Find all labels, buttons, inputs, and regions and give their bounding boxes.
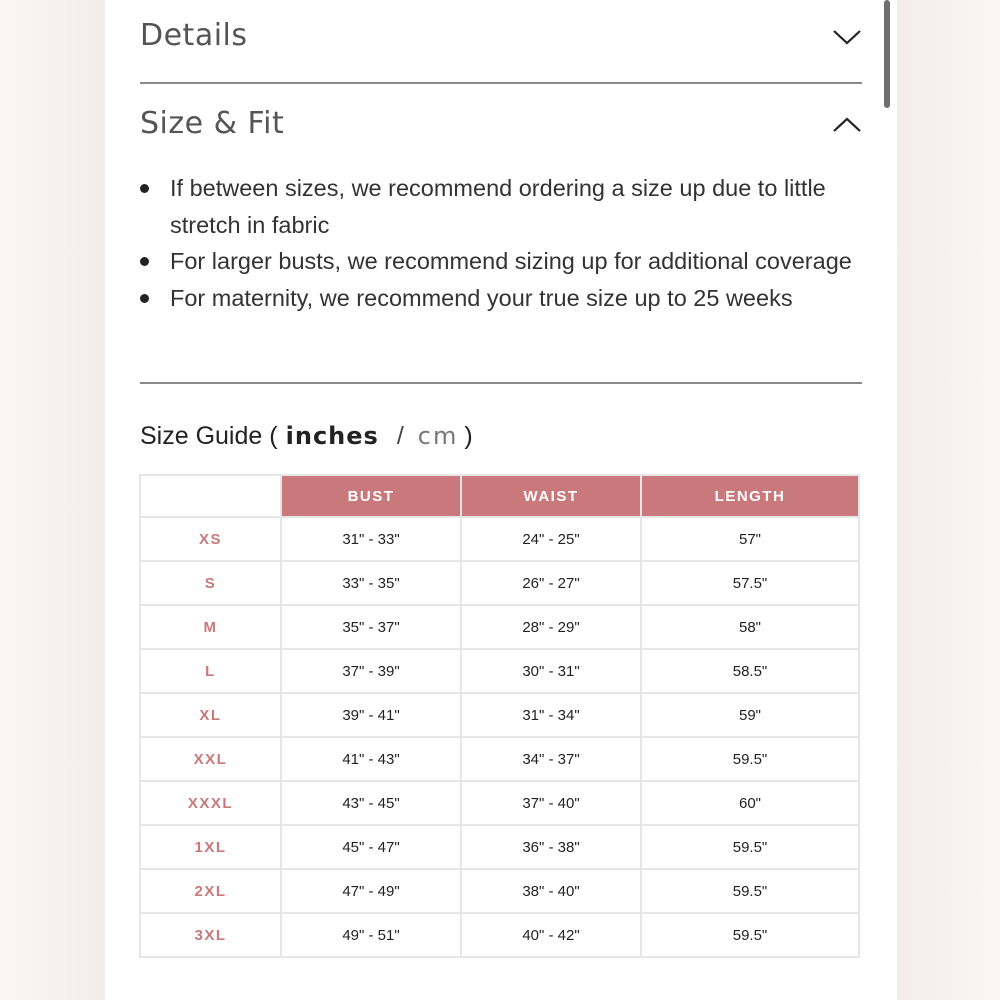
- fit-bullet: For larger busts, we recommend sizing up for additional coverage: [140, 243, 862, 280]
- details-divider: [140, 82, 862, 84]
- unit-toggle-cm[interactable]: cm: [417, 422, 459, 450]
- bust-cell: 35" - 37": [282, 606, 460, 648]
- length-cell: 59": [642, 694, 858, 736]
- size-label: XL: [141, 694, 280, 736]
- page-background-right: [897, 0, 1000, 1000]
- paren-open: (: [269, 422, 278, 450]
- size-label: 1XL: [141, 826, 280, 868]
- column-header-length: LENGTH: [642, 476, 858, 516]
- size-guide-heading: [140, 422, 473, 451]
- size-label: L: [141, 650, 280, 692]
- size-fit-title: Size & Fit: [140, 106, 285, 141]
- unit-toggle-inches[interactable]: inches: [285, 422, 379, 450]
- table-row: [141, 870, 858, 912]
- length-cell: 59.5": [642, 738, 858, 780]
- size-label: S: [141, 562, 280, 604]
- size-label: XXXL: [141, 782, 280, 824]
- waist-cell: 38" - 40": [462, 870, 640, 912]
- waist-cell: 28" - 29": [462, 606, 640, 648]
- waist-cell: 36" - 38": [462, 826, 640, 868]
- bust-cell: 43" - 45": [282, 782, 460, 824]
- size-label: M: [141, 606, 280, 648]
- size-guide-table: [139, 474, 860, 958]
- length-cell: 58.5": [642, 650, 858, 692]
- size-label: 2XL: [141, 870, 280, 912]
- length-cell: 59.5": [642, 870, 858, 912]
- bust-cell: 45" - 47": [282, 826, 460, 868]
- size-fit-bullet-list: [140, 170, 862, 316]
- scrollbar-thumb[interactable]: [884, 0, 890, 108]
- waist-cell: 30" - 31": [462, 650, 640, 692]
- table-row: [141, 782, 858, 824]
- waist-cell: 34" - 37": [462, 738, 640, 780]
- table-header-row: [141, 476, 858, 516]
- length-cell: 57.5": [642, 562, 858, 604]
- size-label: XS: [141, 518, 280, 560]
- size-label: XXL: [141, 738, 280, 780]
- size-fit-divider: [140, 382, 862, 384]
- length-cell: 58": [642, 606, 858, 648]
- table-row: [141, 518, 858, 560]
- waist-cell: 40" - 42": [462, 914, 640, 956]
- bust-cell: 47" - 49": [282, 870, 460, 912]
- bust-cell: 33" - 35": [282, 562, 460, 604]
- size-label: 3XL: [141, 914, 280, 956]
- table-header-corner: [141, 476, 280, 516]
- size-guide-label: Size Guide: [140, 422, 263, 450]
- chevron-up-icon[interactable]: [832, 114, 862, 134]
- bust-cell: 37" - 39": [282, 650, 460, 692]
- waist-cell: 37" - 40": [462, 782, 640, 824]
- details-title: Details: [140, 18, 248, 53]
- waist-cell: 26" - 27": [462, 562, 640, 604]
- length-cell: 59.5": [642, 826, 858, 868]
- bust-cell: 49" - 51": [282, 914, 460, 956]
- column-header-waist: WAIST: [462, 476, 640, 516]
- page-background-left: [0, 0, 105, 1000]
- bust-cell: 39" - 41": [282, 694, 460, 736]
- length-cell: 59.5": [642, 914, 858, 956]
- length-cell: 60": [642, 782, 858, 824]
- length-cell: 57": [642, 518, 858, 560]
- table-row: [141, 914, 858, 956]
- paren-close: ): [464, 422, 473, 450]
- size-fit-accordion-header[interactable]: [140, 106, 862, 141]
- fit-bullet: For maternity, we recommend your true size up to 25 weeks: [140, 280, 862, 317]
- details-accordion-header[interactable]: [140, 18, 862, 53]
- table-row: [141, 562, 858, 604]
- chevron-down-icon[interactable]: [832, 26, 862, 46]
- table-row: [141, 738, 858, 780]
- column-header-bust: BUST: [282, 476, 460, 516]
- table-row: [141, 606, 858, 648]
- waist-cell: 24" - 25": [462, 518, 640, 560]
- bust-cell: 41" - 43": [282, 738, 460, 780]
- unit-separator: /: [396, 422, 404, 450]
- table-row: [141, 694, 858, 736]
- waist-cell: 31" - 34": [462, 694, 640, 736]
- table-row: [141, 826, 858, 868]
- fit-bullet: If between sizes, we recommend ordering a size up due to little stretch in fabric: [140, 170, 862, 243]
- bust-cell: 31" - 33": [282, 518, 460, 560]
- table-row: [141, 650, 858, 692]
